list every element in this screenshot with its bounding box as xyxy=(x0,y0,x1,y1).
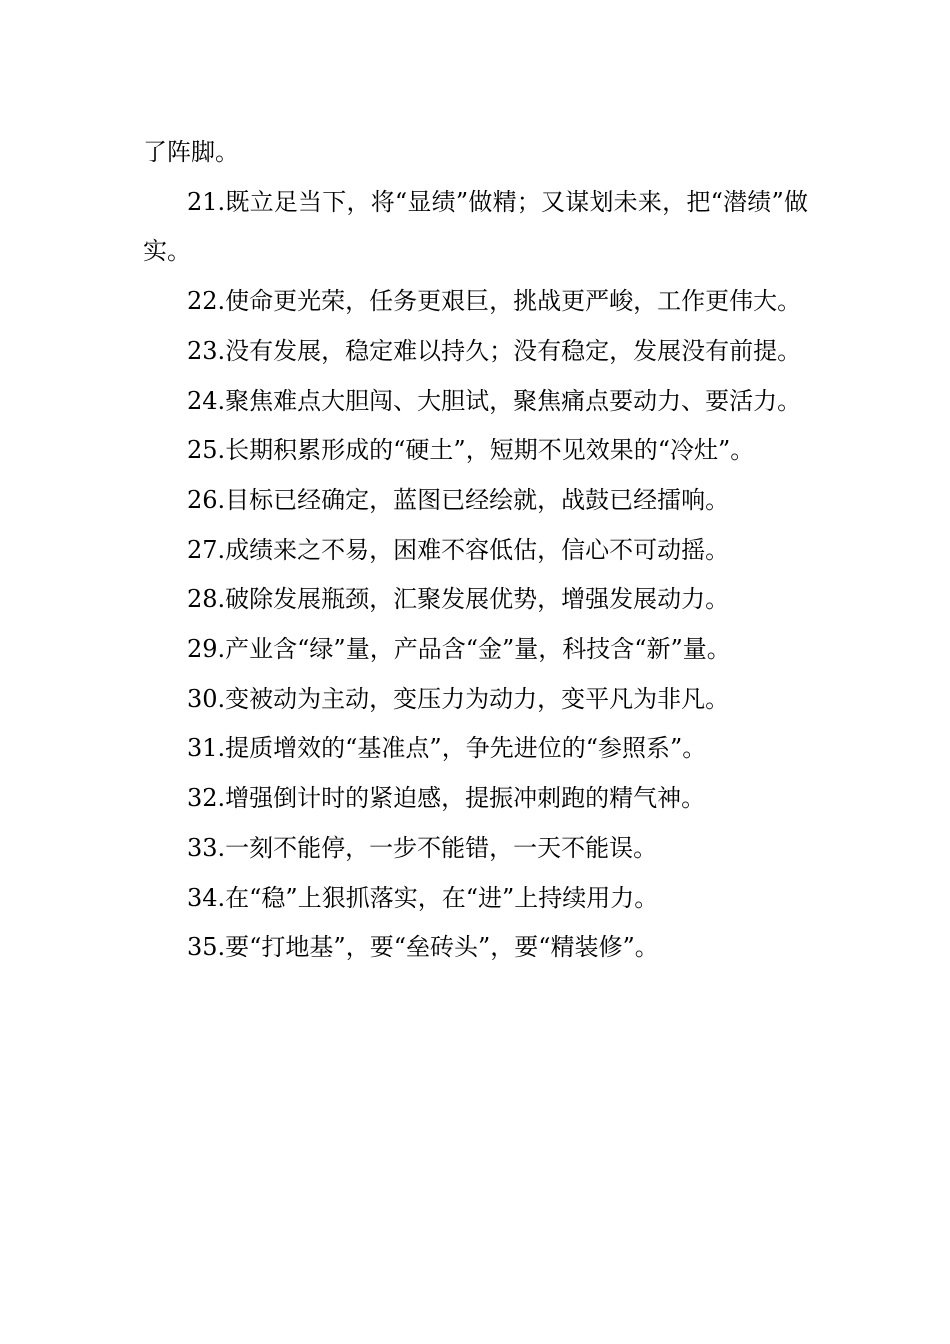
paragraph-28: 28.破除发展瓶颈，汇聚发展优势，增强发展动力。 xyxy=(187,585,730,614)
paragraph-29: 29.产业含“绿”量，产品含“金”量，科技含“新”量。 xyxy=(187,635,731,664)
paragraph-34: 34.在“稳”上狠抓落实，在“进”上持续用力。 xyxy=(187,883,659,912)
paragraph-32: 32.增强倒计时的紧迫感，提振冲刺跑的精气神。 xyxy=(187,784,706,813)
paragraph-22: 22.使命更光荣，任务更艰巨，挑战更严峻，工作更伟大。 xyxy=(187,287,802,316)
paragraph-31: 31.提质增效的“基准点”，争先进位的“参照系”。 xyxy=(187,734,707,763)
paragraph-25: 25.长期积累形成的“硬土”，短期不见效果的“冷灶”。 xyxy=(187,436,755,465)
paragraph-continuation: 了阵脚。 xyxy=(143,138,239,166)
paragraph-21: 21.既立足当下，将“显绩”做精；又谋划未来，把“潜绩”做实。 xyxy=(143,187,808,266)
paragraph-26: 26.目标已经确定，蓝图已经绘就，战鼓已经擂响。 xyxy=(187,485,730,514)
paragraph-30: 30.变被动为主动，变压力为动力，变平凡为非凡。 xyxy=(187,684,730,713)
paragraph-23: 23.没有发展，稳定难以持久；没有稳定，发展没有前提。 xyxy=(187,336,802,365)
paragraph-33: 33.一刻不能停，一步不能错，一天不能误。 xyxy=(187,833,658,862)
paragraph-27: 27.成绩来之不易，困难不容低估，信心不可动摇。 xyxy=(187,535,730,564)
paragraph-24: 24.聚焦难点大胆闯、大胆试，聚焦痛点要动力、要活力。 xyxy=(187,386,802,415)
paragraph-35: 35.要“打地基”，要“垒砖头”，要“精装修”。 xyxy=(187,933,659,962)
body-text xyxy=(143,128,808,973)
